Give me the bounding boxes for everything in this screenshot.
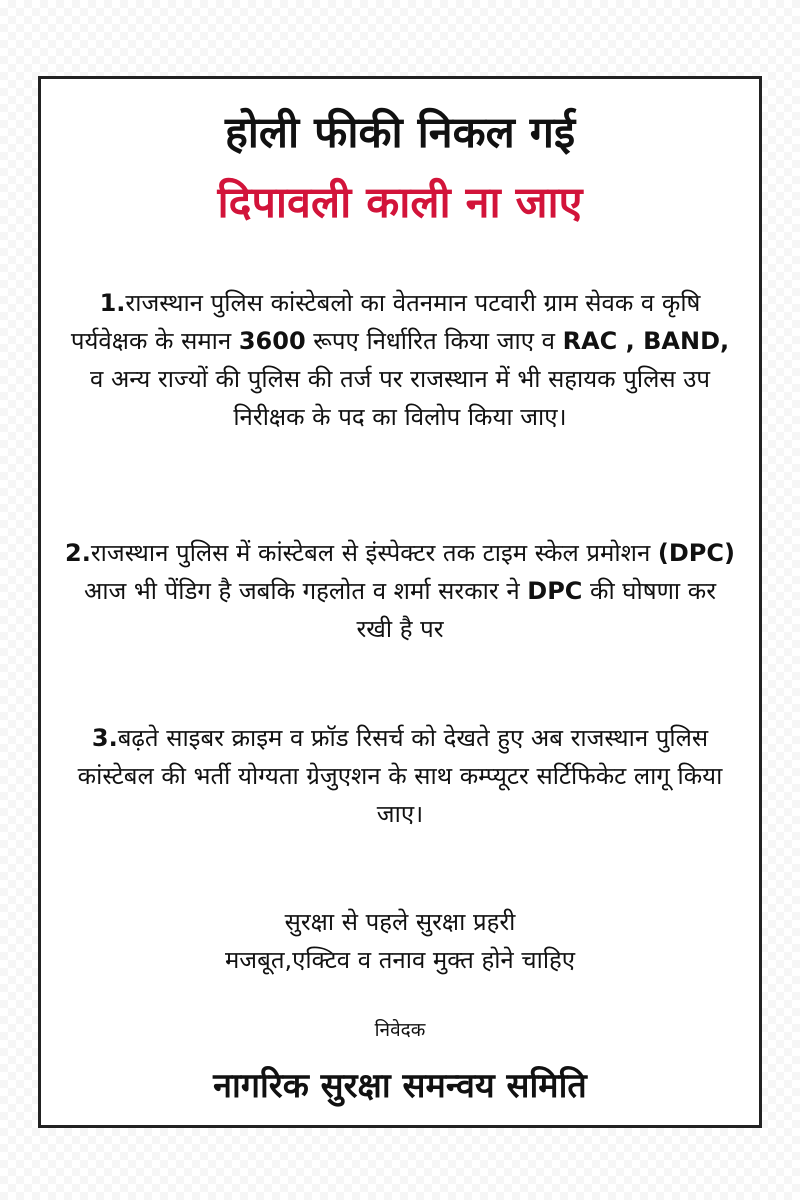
dpc-paren: (DPC) <box>657 539 735 567</box>
notice-subtitle: दिपावली काली ना जाए <box>217 178 583 228</box>
point-number: 1. <box>99 289 126 317</box>
demand-point-2 <box>63 534 737 648</box>
demand-point-1 <box>63 284 737 436</box>
point-text: की घोषणा कर रखी है पर <box>356 577 717 643</box>
requester-label: निवेदक <box>374 1019 426 1041</box>
notice-card <box>38 76 762 1128</box>
point-text: आज भी पेंडिग है जबकि गहलोत व शर्मा सरकार ने <box>83 577 528 605</box>
slogan-line-1: सुरक्षा से पहले सुरक्षा प्रहरी <box>284 908 516 936</box>
salary-amount: 3600 <box>238 327 306 355</box>
organization-name: नागरिक सुरक्षा समन्वय समिति <box>213 1066 587 1106</box>
point-text: राजस्थान पुलिस में कांस्टेबल से इंस्पेक्टर तक टाइम स्केल प्रमोशन <box>90 539 658 567</box>
point-text: बढ़ते साइबर क्राइम व फ्रॉड रिसर्च को देखते हुए अब राजस्थान पुलिस कांस्टेबल की भर्ती योग्यता ग्रेजुएशन के साथ कम्प्यूटर सर्टिफिकेट लागू किया जाए। <box>77 724 723 828</box>
slogan <box>41 903 759 979</box>
dpc: DPC <box>527 577 583 605</box>
units-bold: RAC , BAND, <box>562 327 730 355</box>
demand-point-3 <box>63 719 737 833</box>
notice-title: होली फीकी निकल गई <box>224 108 576 158</box>
point-text: राजस्थान पुलिस कांस्टेबलो का वेतनमान पटवारी ग्राम सेवक व कृषि पर्यवेक्षक के समान <box>70 289 701 355</box>
point-text: रूपए निर्धारित किया जाए व <box>305 327 563 355</box>
point-number: 2. <box>65 539 91 567</box>
slogan-line-2: मजबूत,एक्टिव व तनाव मुक्त होने चाहिए <box>224 946 576 974</box>
point-number: 3. <box>91 724 118 752</box>
point-text: व अन्य राज्यों की पुलिस की तर्ज पर राजस्थान में भी सहायक पुलिस उप निरीक्षक के पद का विलोप किया जाए। <box>90 365 710 431</box>
